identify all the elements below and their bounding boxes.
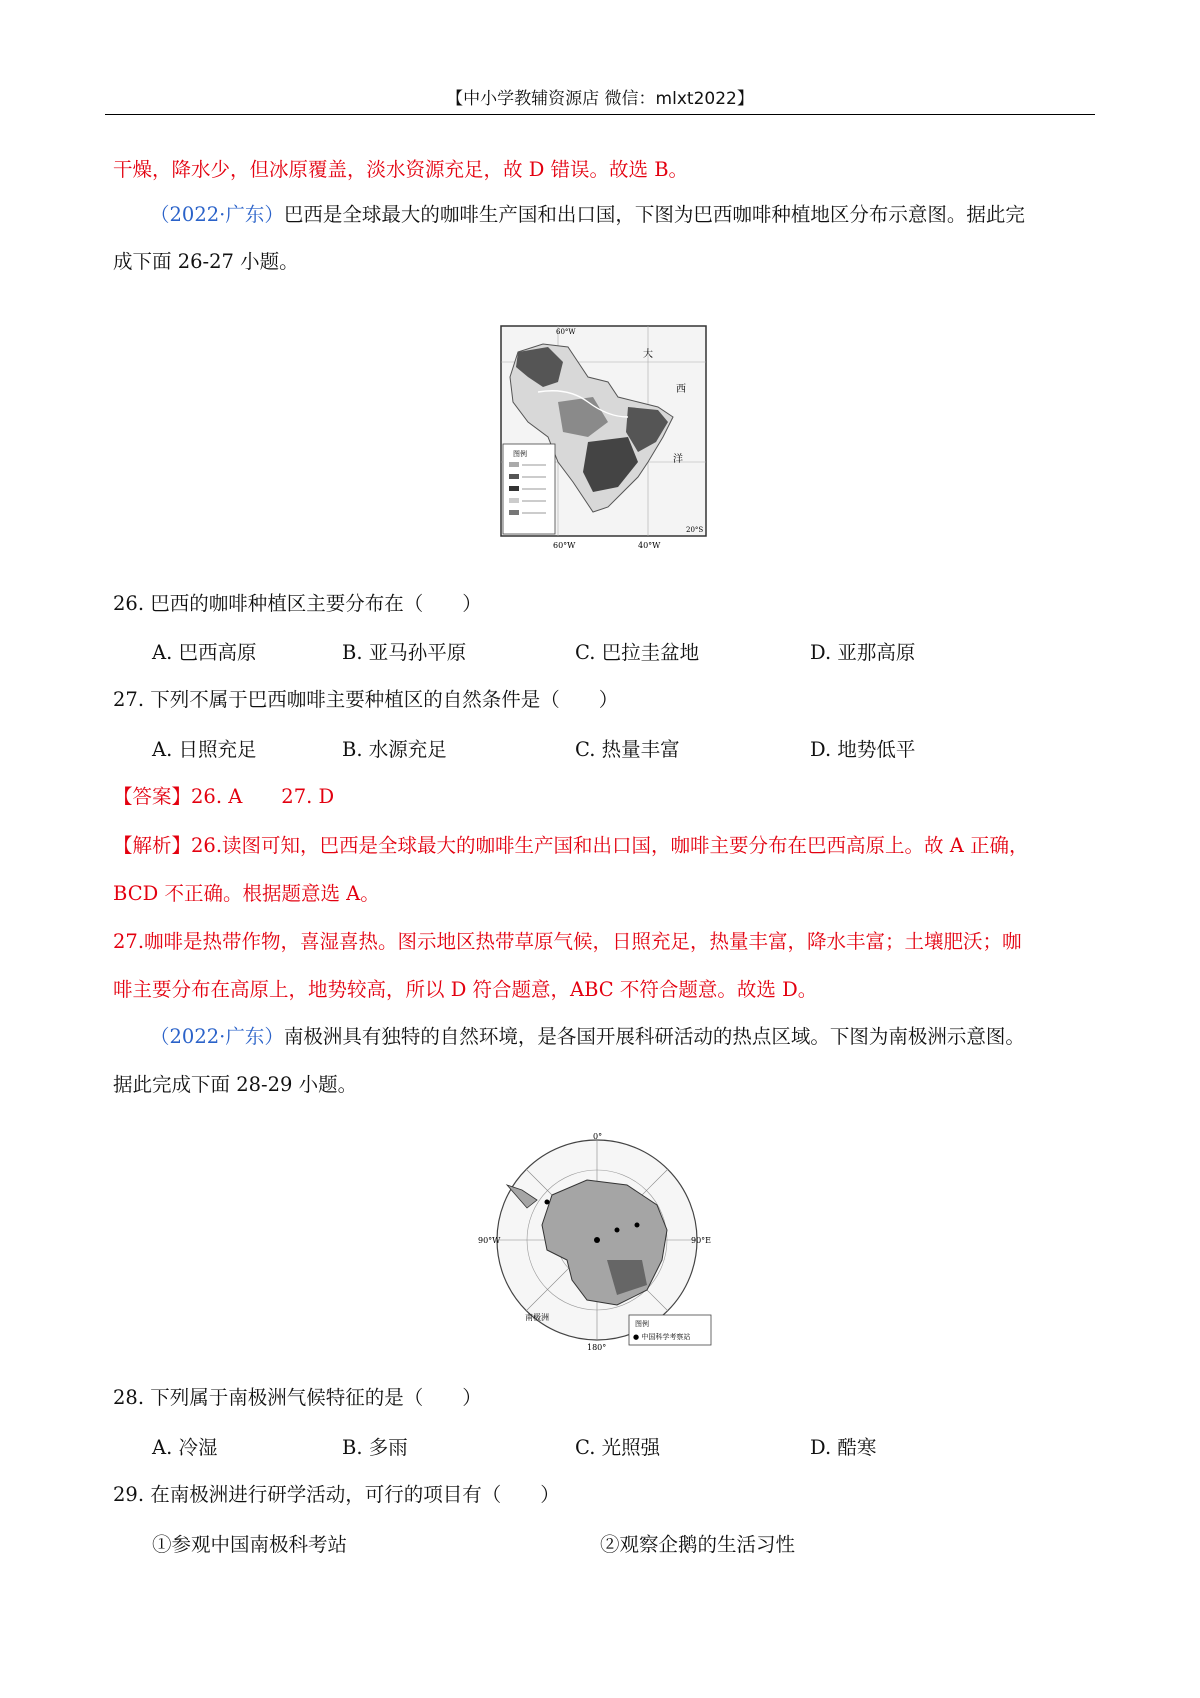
q26-option-d[interactable]: D. 亚那高原	[810, 641, 916, 664]
tick-90e: 90°E	[691, 1236, 712, 1245]
header-rule	[105, 114, 1095, 115]
antarctica-legend-title: 图例	[635, 1320, 649, 1328]
explanation-26a: 【解析】26.读图可知，巴西是全球最大的咖啡生产国和出口国，咖啡主要分布在巴西高原上。故 A 正确，	[113, 834, 1029, 857]
q28-option-a[interactable]: A. 冷湿	[152, 1436, 218, 1459]
brazil-coffee-map	[498, 322, 712, 554]
antarctica-legend-item: ● 中国科学考察站	[633, 1333, 691, 1341]
intro-antarctica	[150, 1023, 1025, 1051]
q29-item-2[interactable]: ②观察企鹅的生活习性	[600, 1533, 796, 1556]
intro-brazil-cont: 成下面 26-27 小题。	[113, 250, 299, 273]
q27-option-a[interactable]: A. 日照充足	[152, 738, 257, 761]
q26-option-b[interactable]: B. 亚马孙平原	[342, 641, 467, 664]
tick-0: 0°	[593, 1132, 603, 1141]
source-tag-2: （2022·广东）	[150, 1025, 284, 1048]
label-yang: 洋	[673, 454, 683, 465]
answer-line: 【答案】26. A 27. D	[113, 785, 335, 808]
tick-90w: 90°W	[478, 1236, 501, 1245]
tick-180: 180°	[587, 1343, 607, 1352]
q27-option-b[interactable]: B. 水源充足	[342, 738, 447, 761]
q26-option-a[interactable]: A. 巴西高原	[152, 641, 257, 664]
q29-item-1[interactable]: ①参观中国南极科考站	[152, 1533, 348, 1556]
q28-option-b[interactable]: B. 多雨	[342, 1436, 408, 1459]
explanation-27a: 27.咖啡是热带作物，喜湿喜热。图示地区热带草原气候，日照充足，热量丰富，降水丰富；土壤肥沃；咖	[113, 930, 1022, 953]
label-region: 南极洲	[525, 1313, 549, 1322]
explanation-27b: 啡主要分布在高原上，地势较高，所以 D 符合题意，ABC 不符合题意。故选 D。	[113, 978, 818, 1001]
source-tag: （2022·广东）	[150, 203, 284, 226]
label-xi: 西	[676, 384, 686, 395]
intro-brazil	[150, 201, 1025, 229]
question-27: 27. 下列不属于巴西咖啡主要种植区的自然条件是（ ）	[113, 688, 619, 711]
question-28: 28. 下列属于南极洲气候特征的是（ ）	[113, 1386, 482, 1409]
q27-option-c[interactable]: C. 热量丰富	[575, 738, 680, 761]
brazil-legend-title: 图例	[513, 450, 527, 458]
q26-option-c[interactable]: C. 巴拉圭盆地	[575, 641, 700, 664]
intro-antarctica-text: 南极洲具有独特的自然环境，是各国开展科研活动的热点区域。下图为南极洲示意图。	[283, 1025, 1025, 1048]
question-26: 26. 巴西的咖啡种植区主要分布在（ ）	[113, 592, 482, 615]
intro-antarctica-cont: 据此完成下面 28-29 小题。	[113, 1073, 358, 1096]
q28-option-c[interactable]: C. 光照强	[575, 1436, 661, 1459]
page-header: 【中小学教辅资源店 微信：mlxt2022】	[446, 89, 754, 109]
prev-explanation-tail: 干燥，降水少，但冰原覆盖，淡水资源充足，故 D 错误。故选 B。	[113, 158, 689, 181]
label-da: 大	[643, 349, 653, 360]
tick-40w: 40°W	[638, 541, 661, 550]
tick-60w: 60°W	[553, 541, 576, 550]
tick-20s: 20°S	[686, 526, 704, 534]
tick-top-60w: 60°W	[556, 328, 576, 336]
explanation-26b: BCD 不正确。根据题意选 A。	[113, 882, 380, 905]
question-29: 29. 在南极洲进行研学活动，可行的项目有（ ）	[113, 1483, 560, 1506]
antarctica-map	[477, 1130, 722, 1352]
intro-brazil-text: 巴西是全球最大的咖啡生产国和出口国，下图为巴西咖啡种植地区分布示意图。据此完	[283, 203, 1025, 226]
q28-option-d[interactable]: D. 酷寒	[810, 1436, 877, 1459]
q27-option-d[interactable]: D. 地势低平	[810, 738, 916, 761]
